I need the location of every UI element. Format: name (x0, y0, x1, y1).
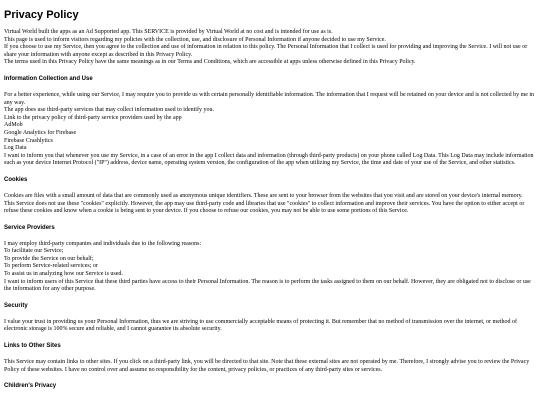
section-line: Link to the privacy policy of third-party service providers used by the app (4, 114, 182, 121)
section-security (4, 303, 536, 334)
page-title: Privacy Policy (4, 9, 79, 21)
list-item: To perform Service-related services; or (4, 263, 98, 270)
section-service-providers (4, 225, 536, 294)
section-heading: Links to Other Sites (4, 343, 61, 350)
intro-block (4, 29, 536, 67)
section-line: Cookies are files with a small amount of data that are commonly used as anonymous unique identifiers. These are sent to your browser from the websites that you visit and are stored on your device's internal memory. (4, 192, 523, 199)
section-heading: Information Collection and Use (4, 75, 93, 82)
intro-line: If you choose to use my Service, then you agree to the collection and use of information in relation to this policy. The Personal Information that I collect is used for providing and improving the Service. I will not use or share your information with anyone except as described in this Privacy Policy. (4, 44, 528, 58)
section-line: I want to inform users of this Service that these third parties have access to their Personal Information. The reason is to perform the tasks assigned to them on our behalf. However, they are obligated not to disclose or use the information for any other purpose. (4, 278, 531, 293)
section-line: For a better experience, while using our Service, I may require you to provide us with certain personally identifiable information. The information that I request will be retained on your device and is not collected by me in any way. (4, 91, 535, 106)
section-line: This Service does not use these "cookies" explicitly. However, the app may use third-party code and libraries that use "cookies" to collect information and improve their services. You have the option to either accept or refuse these cookies and know when a cookie is being sent to your device. If you choose to refuse our cookies, you may not be able to use some portions of this Service. (4, 200, 525, 215)
section-line: I value your trust in providing us your Personal Information, thus we are striving to use commercially acceptable means of protecting it. But remember that no method of transmission over the internet, or method of electronic storage is 100% secure and reliable, and I cannot guarantee its absolute security. (4, 318, 518, 333)
list-item: To assist us in analyzing how our Service is used. (4, 271, 123, 278)
provider-item-crashlytics: Firebase Crashlytics (4, 137, 53, 144)
section-line: This Service may contain links to other sites. If you click on a third-party link, you will be directed to that site. Note that these external sites are not operated by me. Therefore, I strongly advise you to review the Privacy Policy of these websites. I have no control over and assume no responsibility for the content, privacy policies, or practices of any third-party sites or services. (4, 359, 530, 373)
section-information-collection (4, 76, 536, 168)
section-line: I want to inform you that whenever you use my Service, in a case of an error in the app I collect data and information (through third-party products) on your phone called Log Data. This Log Data may include information such as your device Internet Protocol ("IP") address, device name, operating system version, the configuration of the app when utilizing my Service, the time and date of your use of the Service, and other statistics. (4, 152, 534, 167)
intro-line: The terms used in this Privacy Policy have the same meanings as in our Terms and Conditions, which are accessible at apps unless otherwise defined in this Privacy Policy. (4, 59, 416, 66)
log-data-label: Log Data (4, 145, 27, 152)
provider-item-admob: AdMob (4, 122, 23, 129)
section-line: The app does use third-party services that may collect information used to identify you. (4, 107, 214, 114)
list-item: To facilitate our Service; (4, 248, 64, 255)
list-item: To provide the Service on our behalf; (4, 255, 94, 262)
provider-item-google-analytics: Google Analytics for Firebase (4, 129, 77, 136)
section-heading: Service Providers (4, 224, 55, 231)
section-heading: Cookies (4, 176, 28, 183)
section-links-to-other-sites (4, 343, 536, 374)
section-childrens-privacy (4, 383, 536, 390)
section-cookies (4, 177, 536, 216)
section-heading: Security (4, 302, 28, 309)
intro-line: This page is used to inform visitors regarding my policies with the collection, use, and disclosure of Personal Information if anyone decided to use my Service. (4, 36, 386, 43)
section-heading: Children's Privacy (4, 383, 57, 390)
intro-line: Virtual World built the apps as an Ad Supported app. This SERVICE is provided by Virtual World at no cost and is intended for use as is. (4, 29, 333, 35)
section-line: I may employ third-party companies and individuals due to the following reasons: (4, 240, 202, 247)
